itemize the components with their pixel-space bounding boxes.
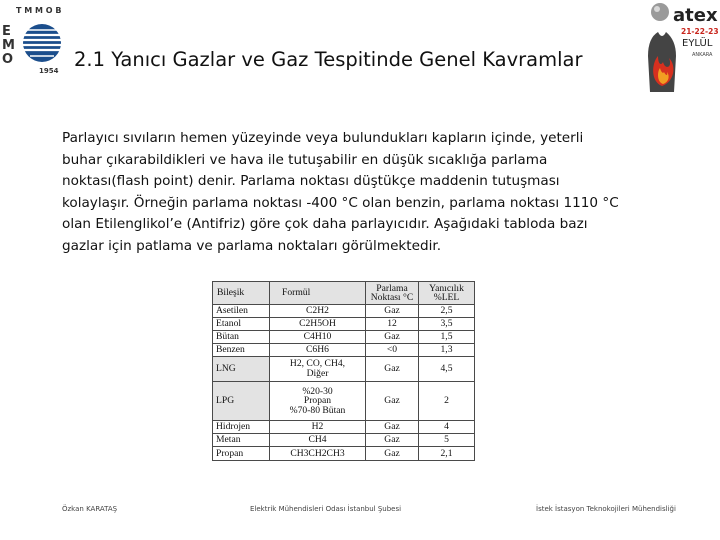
formula-line: C6H6 — [306, 344, 329, 356]
cell-lel: 2,5 — [419, 305, 475, 318]
cell-flash-point: Gaz — [366, 447, 419, 461]
formula-line: CH3CH2CH3 — [290, 447, 345, 459]
cell-flash-point: Gaz — [366, 434, 419, 447]
cell-lel: 1,3 — [419, 344, 475, 357]
cell-compound: Bütan — [213, 331, 270, 344]
logo-letter-e: E — [2, 24, 11, 39]
table-row — [213, 305, 475, 318]
paragraph-line: olan Etilenglikol’e (Antifriz) göre çok daha parlayıcıdır. Aşağıdaki tabloda bazı — [62, 216, 588, 233]
formula-line: Diğer — [306, 368, 329, 379]
cell-lel: 3,5 — [419, 318, 475, 331]
formula-line: C2H5OH — [299, 318, 336, 330]
footer-organization: Elektrik Mühendisleri Odası İstanbul Şubesi — [250, 505, 402, 513]
cell-lel: 1,5 — [419, 331, 475, 344]
formula-line: Propan — [303, 395, 332, 407]
cell-lel: 4 — [419, 421, 475, 434]
logo-atex-text: atex — [673, 5, 718, 26]
table-header-row — [213, 282, 475, 305]
logo-dates-text: 21-22-23 — [681, 27, 719, 36]
globe-icon — [23, 24, 61, 62]
header-lel — [419, 282, 475, 305]
paragraph-line: Parlayıcı sıvıların hemen yüzeyinde veya bulundukları kapların içinde, yeterli — [62, 130, 584, 146]
atex-logo — [646, 0, 720, 94]
cell-formula — [270, 447, 366, 461]
paragraph-line: kolaylaşır. Örneğin parlama noktası -400 °C olan benzin, parlama noktası 1110 °C — [62, 194, 619, 211]
cell-compound: Etanol — [213, 318, 270, 331]
paragraph-line: noktası(flash point) denir. Parlama noktası düştükçe maddenin tutuşması — [62, 173, 560, 190]
formula-line: %70-80 Bütan — [289, 404, 346, 416]
cell-formula — [270, 421, 366, 434]
cell-compound: Propan — [213, 447, 270, 461]
table-row — [213, 421, 475, 434]
cell-flash-point: Gaz — [366, 305, 419, 318]
gas-table — [212, 281, 475, 461]
formula-line: H2 — [311, 421, 324, 433]
emo-logo — [2, 2, 66, 76]
cell-formula — [270, 357, 366, 382]
cell-compound: Metan — [213, 434, 270, 447]
header-flash-line: Noktası °C — [370, 292, 414, 303]
paragraph-line: gazlar için patlama ve parlama noktaları görülmektedir. — [62, 237, 442, 254]
cell-compound: Asetilen — [213, 305, 270, 318]
cell-flash-point: Gaz — [366, 382, 419, 421]
cell-flash-point: Gaz — [366, 357, 419, 382]
logo-letter-m: M — [2, 38, 15, 53]
table-row — [213, 331, 475, 344]
table-row — [213, 344, 475, 357]
logo-tmmob-text: T M M O B — [16, 6, 62, 15]
page-title: 2.1 Yanıcı Gazlar ve Gaz Tespitinde Genel Kavramlar — [74, 48, 583, 71]
table-row — [213, 318, 475, 331]
formula-line: CH4 — [308, 434, 327, 446]
logo-letter-o: O — [2, 52, 14, 67]
cell-formula — [270, 434, 366, 447]
table-row — [213, 357, 475, 382]
cell-formula — [270, 305, 366, 318]
logo-year-text: 1954 — [39, 67, 59, 75]
footer-author: Özkan KARATAŞ — [62, 505, 118, 513]
formula-line: H2, CO, CH4, — [289, 358, 346, 370]
cell-formula — [270, 318, 366, 331]
formula-line: %20-30 — [302, 385, 333, 397]
cell-compound: LNG — [213, 357, 270, 382]
header-flash-point — [366, 282, 419, 305]
cell-lel: 5 — [419, 434, 475, 447]
header-compound: Bileşik — [213, 282, 270, 305]
cell-compound: Hidrojen — [213, 421, 270, 434]
logo-eylul-text: EYLÜL — [682, 38, 713, 49]
cell-flash-point: 12 — [366, 318, 419, 331]
logo-ankara-text: ANKARA — [692, 52, 713, 58]
header-formula: Formül — [270, 282, 366, 305]
cell-flash-point: Gaz — [366, 331, 419, 344]
footer-department: İstek İstasyon Teknokojileri Mühendisliği — [536, 505, 676, 513]
cell-compound: LPG — [213, 382, 270, 421]
cell-formula — [270, 331, 366, 344]
table-row — [213, 447, 475, 461]
cell-formula — [270, 344, 366, 357]
cell-lel: 2,1 — [419, 447, 475, 461]
header-flash-line: Parlama — [376, 283, 408, 294]
table-row — [213, 382, 475, 421]
header-lel-line: %LEL — [433, 292, 460, 303]
cell-flash-point: <0 — [366, 344, 419, 357]
cell-formula — [270, 382, 366, 421]
cell-flash-point: Gaz — [366, 421, 419, 434]
header-lel-line: Yanıcılık — [429, 283, 464, 294]
table-row — [213, 434, 475, 447]
flame-icon — [648, 3, 676, 92]
body-paragraph — [62, 128, 658, 258]
cell-lel: 2 — [419, 382, 475, 421]
formula-line: C4H10 — [303, 331, 332, 343]
cell-lel: 4,5 — [419, 357, 475, 382]
paragraph-line: buhar çıkarabildikleri ve hava ile tutuşabilir en düşük sıcaklığa parlama — [62, 151, 548, 168]
formula-line: C2H2 — [306, 305, 329, 317]
cell-compound: Benzen — [213, 344, 270, 357]
